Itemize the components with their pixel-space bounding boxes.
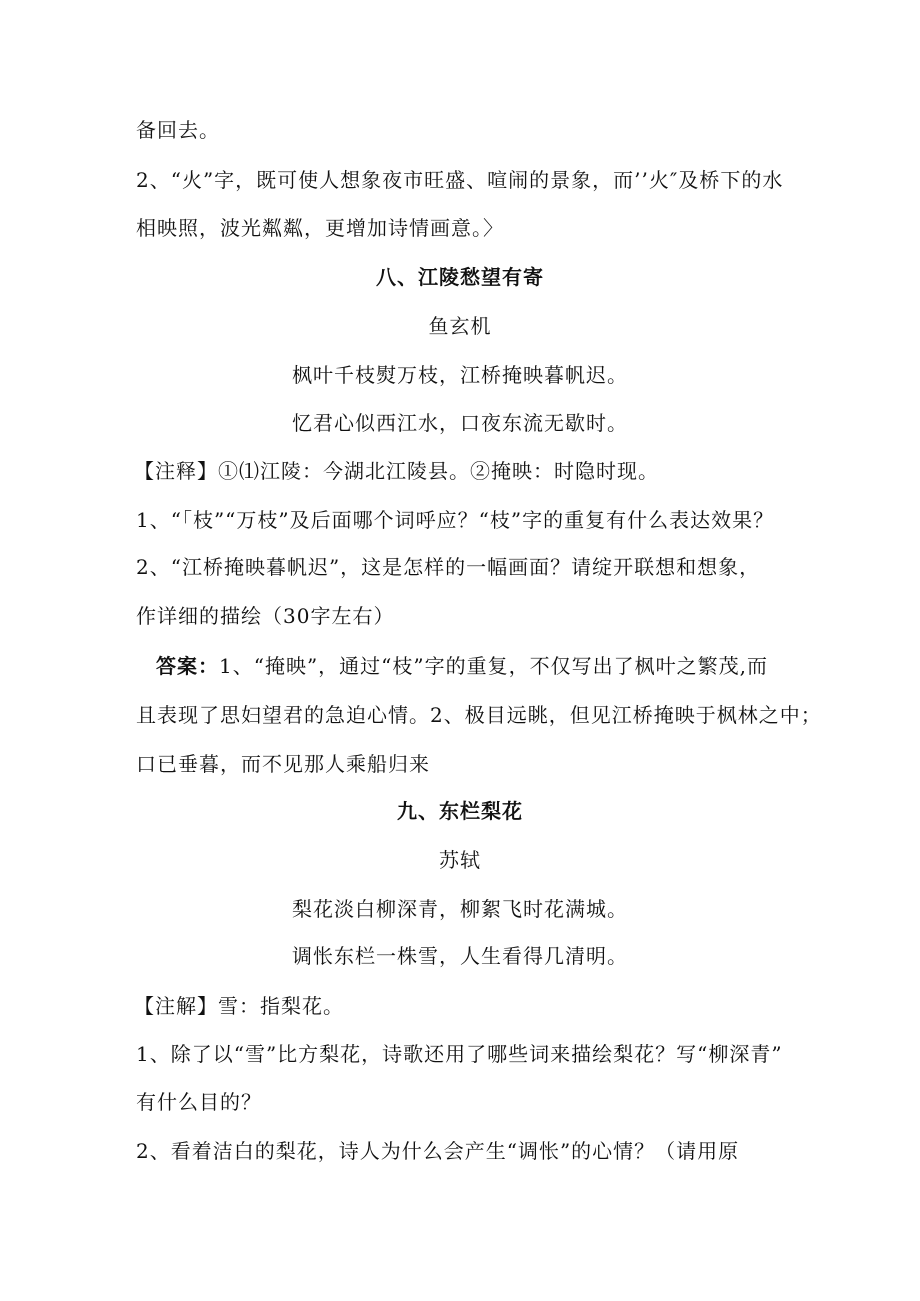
section-8-answer-line-2: 且表现了思妇望君的急迫心情。2、极目远眺，但见江桥掩映于枫林之中；: [136, 703, 822, 727]
section-9-question-1-line-1: 1、除了以“雪”比方梨花，诗歌还用了哪些词来描绘梨花？写“柳深青”: [136, 1042, 783, 1066]
section-9-poem-line-1: 梨花淡白柳深青，柳絮飞时花满城。: [292, 897, 628, 921]
section-8-poem-line-2: 忆君心似西江水，口夜东流无歇时。: [292, 411, 628, 435]
section-8-note: 【注释】①⑴江陵：今湖北江陵县。②掩映：时隐时现。: [134, 459, 659, 483]
section-9-question-1-line-2: 有什么目的？: [136, 1090, 262, 1114]
section-9-title: 九、东栏梨花: [397, 799, 523, 823]
prev-question-2-line-2: 相映照，波光粼粼，更增加诗情画意。〉: [136, 216, 504, 240]
prev-text-line-1: 备回去。: [136, 118, 220, 142]
section-8-question-1: 1、“「枝”“万枝”及后面哪个词呼应？“枝”字的重复有什么表达效果？: [136, 508, 775, 532]
section-8-poem-line-1: 枫叶千枝熨万枝，江桥掩映暮帆迟。: [292, 363, 628, 387]
section-8-title: 八、江陵愁望有寄: [376, 265, 544, 289]
section-9-question-2-line-1: 2、看着洁白的梨花，诗人为什么会产生“调怅”的心情？（请用原: [136, 1139, 740, 1163]
answer-label: 答案：: [156, 654, 219, 678]
section-9-author: 苏轼: [439, 848, 481, 872]
section-9-poem-line-2: 调怅东栏一株雪，人生看得几清明。: [292, 944, 628, 968]
section-8-question-2-line-2: 作详细的描绘（30字左右）: [136, 604, 395, 628]
section-8-question-2-line-1: 2、“江桥掩映暮帆迟”，这是怎样的一幅画面？请绽开联想和想象，: [136, 555, 761, 579]
section-9-note: 【注解】雪：指梨花。: [134, 994, 344, 1018]
section-8-answer-line-1: [156, 652, 768, 680]
prev-question-2-line-1: 2、“火”字，既可使人想象夜市旺盛、喧闹的景象，而’’火″及桥下的水: [136, 168, 784, 192]
section-8-author: 鱼玄机: [428, 314, 492, 338]
section-8-answer-line-3: 口已垂暮，而不见那人乘船归来: [136, 752, 430, 776]
answer-text-1: 1、“掩映”，通过“枝”字的重复，不仅写出了枫叶之繁茂,而: [219, 654, 768, 678]
